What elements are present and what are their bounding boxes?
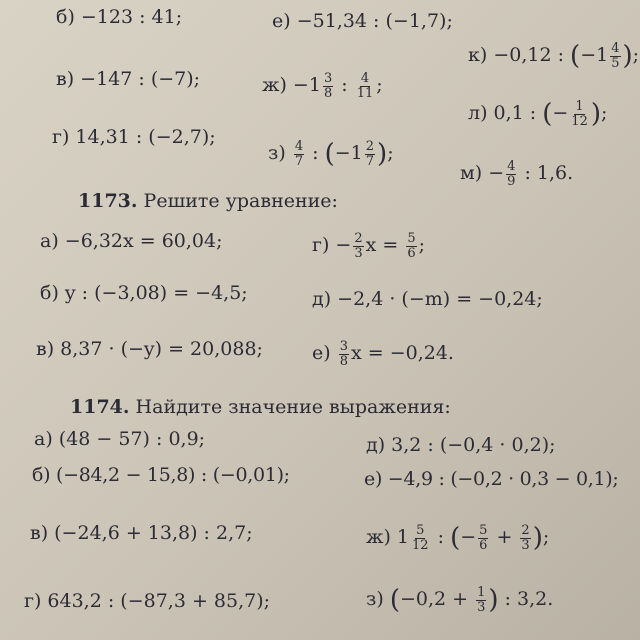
expr-d: д) 3,2 : (−0,4 · 0,2);: [366, 434, 556, 456]
eq-e: е) $\frac{3}{8}$ x = −0,24.: [312, 339, 454, 369]
fraction: $\frac{5}{6}$: [407, 231, 416, 261]
fraction: $\frac{4}{5}$: [611, 41, 620, 71]
eq-v: в) 8,37 · (−y) = 20,088;: [36, 338, 263, 360]
fraction: $\frac{4}{9}$: [507, 159, 516, 189]
expr-a: а) (48 − 57) : 0,9;: [34, 428, 206, 450]
exercise-zh-top: ж) −1 $\frac{3}{8}$ : $\frac{4}{11}$ ;: [262, 71, 383, 101]
exercise-l-top: л) 0,1 : (− $\frac{1}{12}$ );: [468, 99, 608, 130]
eq-d: д) −2,4 · (−m) = −0,24;: [312, 288, 543, 310]
exercise-e-top: е) −51,34 : (−1,7);: [272, 10, 453, 32]
fraction: $\frac{5}{12}$: [412, 523, 429, 553]
exercise-k-top: к) −0,12 : (−1 $\frac{4}{5}$ );: [468, 41, 640, 72]
fraction: $\frac{2}{3}$: [521, 523, 530, 553]
task-1174-heading: 1174. Найдите значение выражения:: [70, 396, 451, 418]
fraction: $\frac{1}{3}$: [477, 585, 486, 615]
fraction: $\frac{2}{3}$: [354, 231, 363, 261]
fraction: $\frac{3}{8}$: [323, 71, 333, 101]
expr-z: з) (−0,2 + $\frac{1}{3}$ ) : 3,2.: [366, 585, 554, 616]
eq-b: б) y : (−3,08) = −4,5;: [40, 282, 248, 304]
exercise-g-top: г) 14,31 : (−2,7);: [52, 126, 216, 148]
task-1173-heading: 1173. Решите уравнение:: [78, 190, 338, 212]
fraction: $\frac{4}{11}$: [356, 71, 374, 101]
expr-g: г) 643,2 : (−87,3 + 85,7);: [24, 590, 271, 612]
fraction: $\frac{5}{6}$: [479, 523, 488, 553]
fraction: $\frac{3}{8}$: [339, 339, 348, 369]
expr-b: б) (−84,2 − 15,8) : (−0,01);: [32, 464, 290, 486]
expr-zh: ж) 1 $\frac{5}{12}$ : (− $\frac{5}{6}$ + $\frac{2}{3}$ );: [366, 523, 550, 554]
exercise-b-top: б) −123 : 41;: [56, 6, 183, 28]
exercise-v-top: в) −147 : (−7);: [56, 68, 201, 90]
exercise-m-top: м) − $\frac{4}{9}$ : 1,6.: [460, 159, 574, 189]
expr-e: е) −4,9 : (−0,2 · 0,3 − 0,1);: [364, 468, 619, 490]
fraction: $\frac{2}{7}$: [365, 139, 375, 169]
fraction: $\frac{4}{7}$: [294, 139, 304, 169]
eq-a: а) −6,32x = 60,04;: [40, 230, 223, 252]
expr-v: в) (−24,6 + 13,8) : 2,7;: [30, 522, 253, 544]
fraction: $\frac{1}{12}$: [571, 99, 588, 129]
exercise-z-top: з) $\frac{4}{7}$ : (−1 $\frac{2}{7}$ );: [268, 139, 394, 170]
eq-g: г) − $\frac{2}{3}$ x = $\frac{5}{6}$ ;: [312, 231, 426, 261]
